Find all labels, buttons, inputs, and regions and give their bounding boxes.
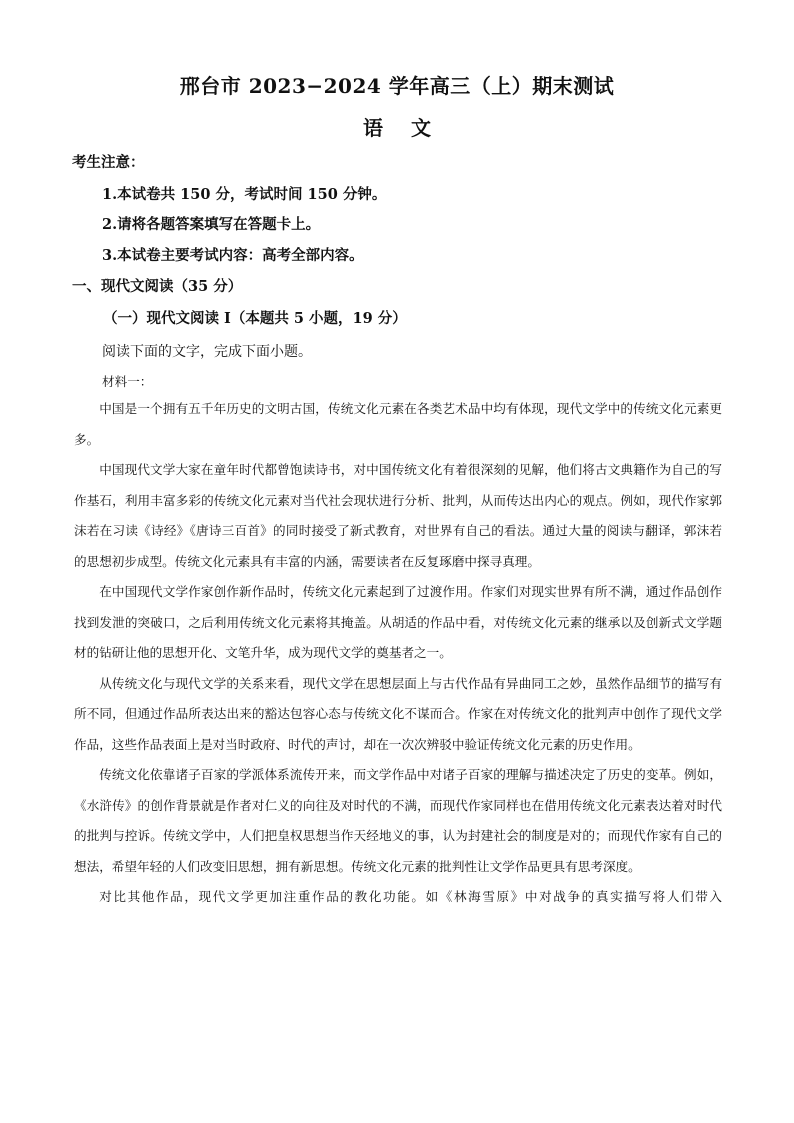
paragraph-6: 对比其他作品，现代文学更加注重作品的教化功能。如《林海雪原》中对战争的真实描写将人们带入 <box>99 889 722 904</box>
exam-title: 邢台市 2023−2024 学年高三（上）期末测试 <box>179 74 615 98</box>
paragraph-5: 传统文化依靠诸子百家的学派体系流传开来，而文学作品中对诸子百家的理解与描述决定了历史的变革。例如，《水浒传》的创作背景就是作者对仁义的向往及对时代的不满，而现代作家同样也在借用传统文化元素表达着对时代的批判与控诉。传统文学中，人们把皇权思想当作天经地义的事，认为封建社会的制度是对的；而现代作家有自己的想法，希望年轻的人们改变旧思想，拥有新思想。传统文化元素的批判性让文学作品更具有思考深度。 <box>74 767 722 874</box>
notice-heading: 考生注意： <box>72 154 145 171</box>
subject-title: 语文 <box>363 116 459 140</box>
section-heading: 一、现代文阅读（35 分） <box>72 278 243 295</box>
paragraph-4: 从传统文化与现代文学的关系来看，现代文学在思想层面上与古代作品有异曲同工之妙，虽然作品细节的描写有所不同，但通过作品所表达出来的豁达包容心态与传统文化不谋而合。作家在对传统文化的批判声中创作了现代文学作品，这些作品表面上是对当时政府、时代的声讨，却在一次次辨驳中验证传统文化元素的历史作用。 <box>74 675 722 752</box>
section-subheading: （一）现代文阅读 I（本题共 5 小题，19 分） <box>103 310 407 327</box>
paragraph-3: 在中国现代文学作家创作新作品时，传统文化元素起到了过渡作用。作家们对现实世界有所不满，通过作品创作找到发泄的突破口，之后利用传统文化元素将其掩盖。从胡适的作品中看，对传统文化元素的继承以及创新式文学题材的钻研让他的思想开化、文笔升华，成为现代文学的奠基者之一。 <box>74 584 722 660</box>
material-label: 材料一： <box>102 374 153 389</box>
instruction-text: 阅读下面的文字，完成下面小题。 <box>102 344 312 360</box>
passage-body <box>74 394 722 913</box>
paragraph-1: 中国是一个拥有五千年历史的文明古国，传统文化元素在各类艺术品中均有体现，现代文学中的传统文化元素更多。 <box>74 401 722 447</box>
notice-item-2: 2.请将各题答案填写在答题卡上。 <box>102 216 321 233</box>
paragraph-2: 中国现代文学大家在童年时代都曾饱读诗书，对中国传统文化有着很深刻的见解，他们将古文典籍作为自己的写作基石，利用丰富多彩的传统文化元素对当代社会现状进行分析、批判，从而传达出内心的观点。例如，现代作家郭沫若在习读《诗经》《唐诗三百首》的同时接受了新式教育，对世界有自己的看法。通过大量的阅读与翻译，郭沫若的思想初步成型。传统文化元素具有丰富的内涵，需要读者在反复琢磨中探寻真理。 <box>74 462 722 569</box>
notice-item-1: 1.本试卷共 150 分，考试时间 150 分钟。 <box>102 186 387 203</box>
notice-item-3: 3.本试卷主要考试内容：高考全部内容。 <box>102 247 364 264</box>
